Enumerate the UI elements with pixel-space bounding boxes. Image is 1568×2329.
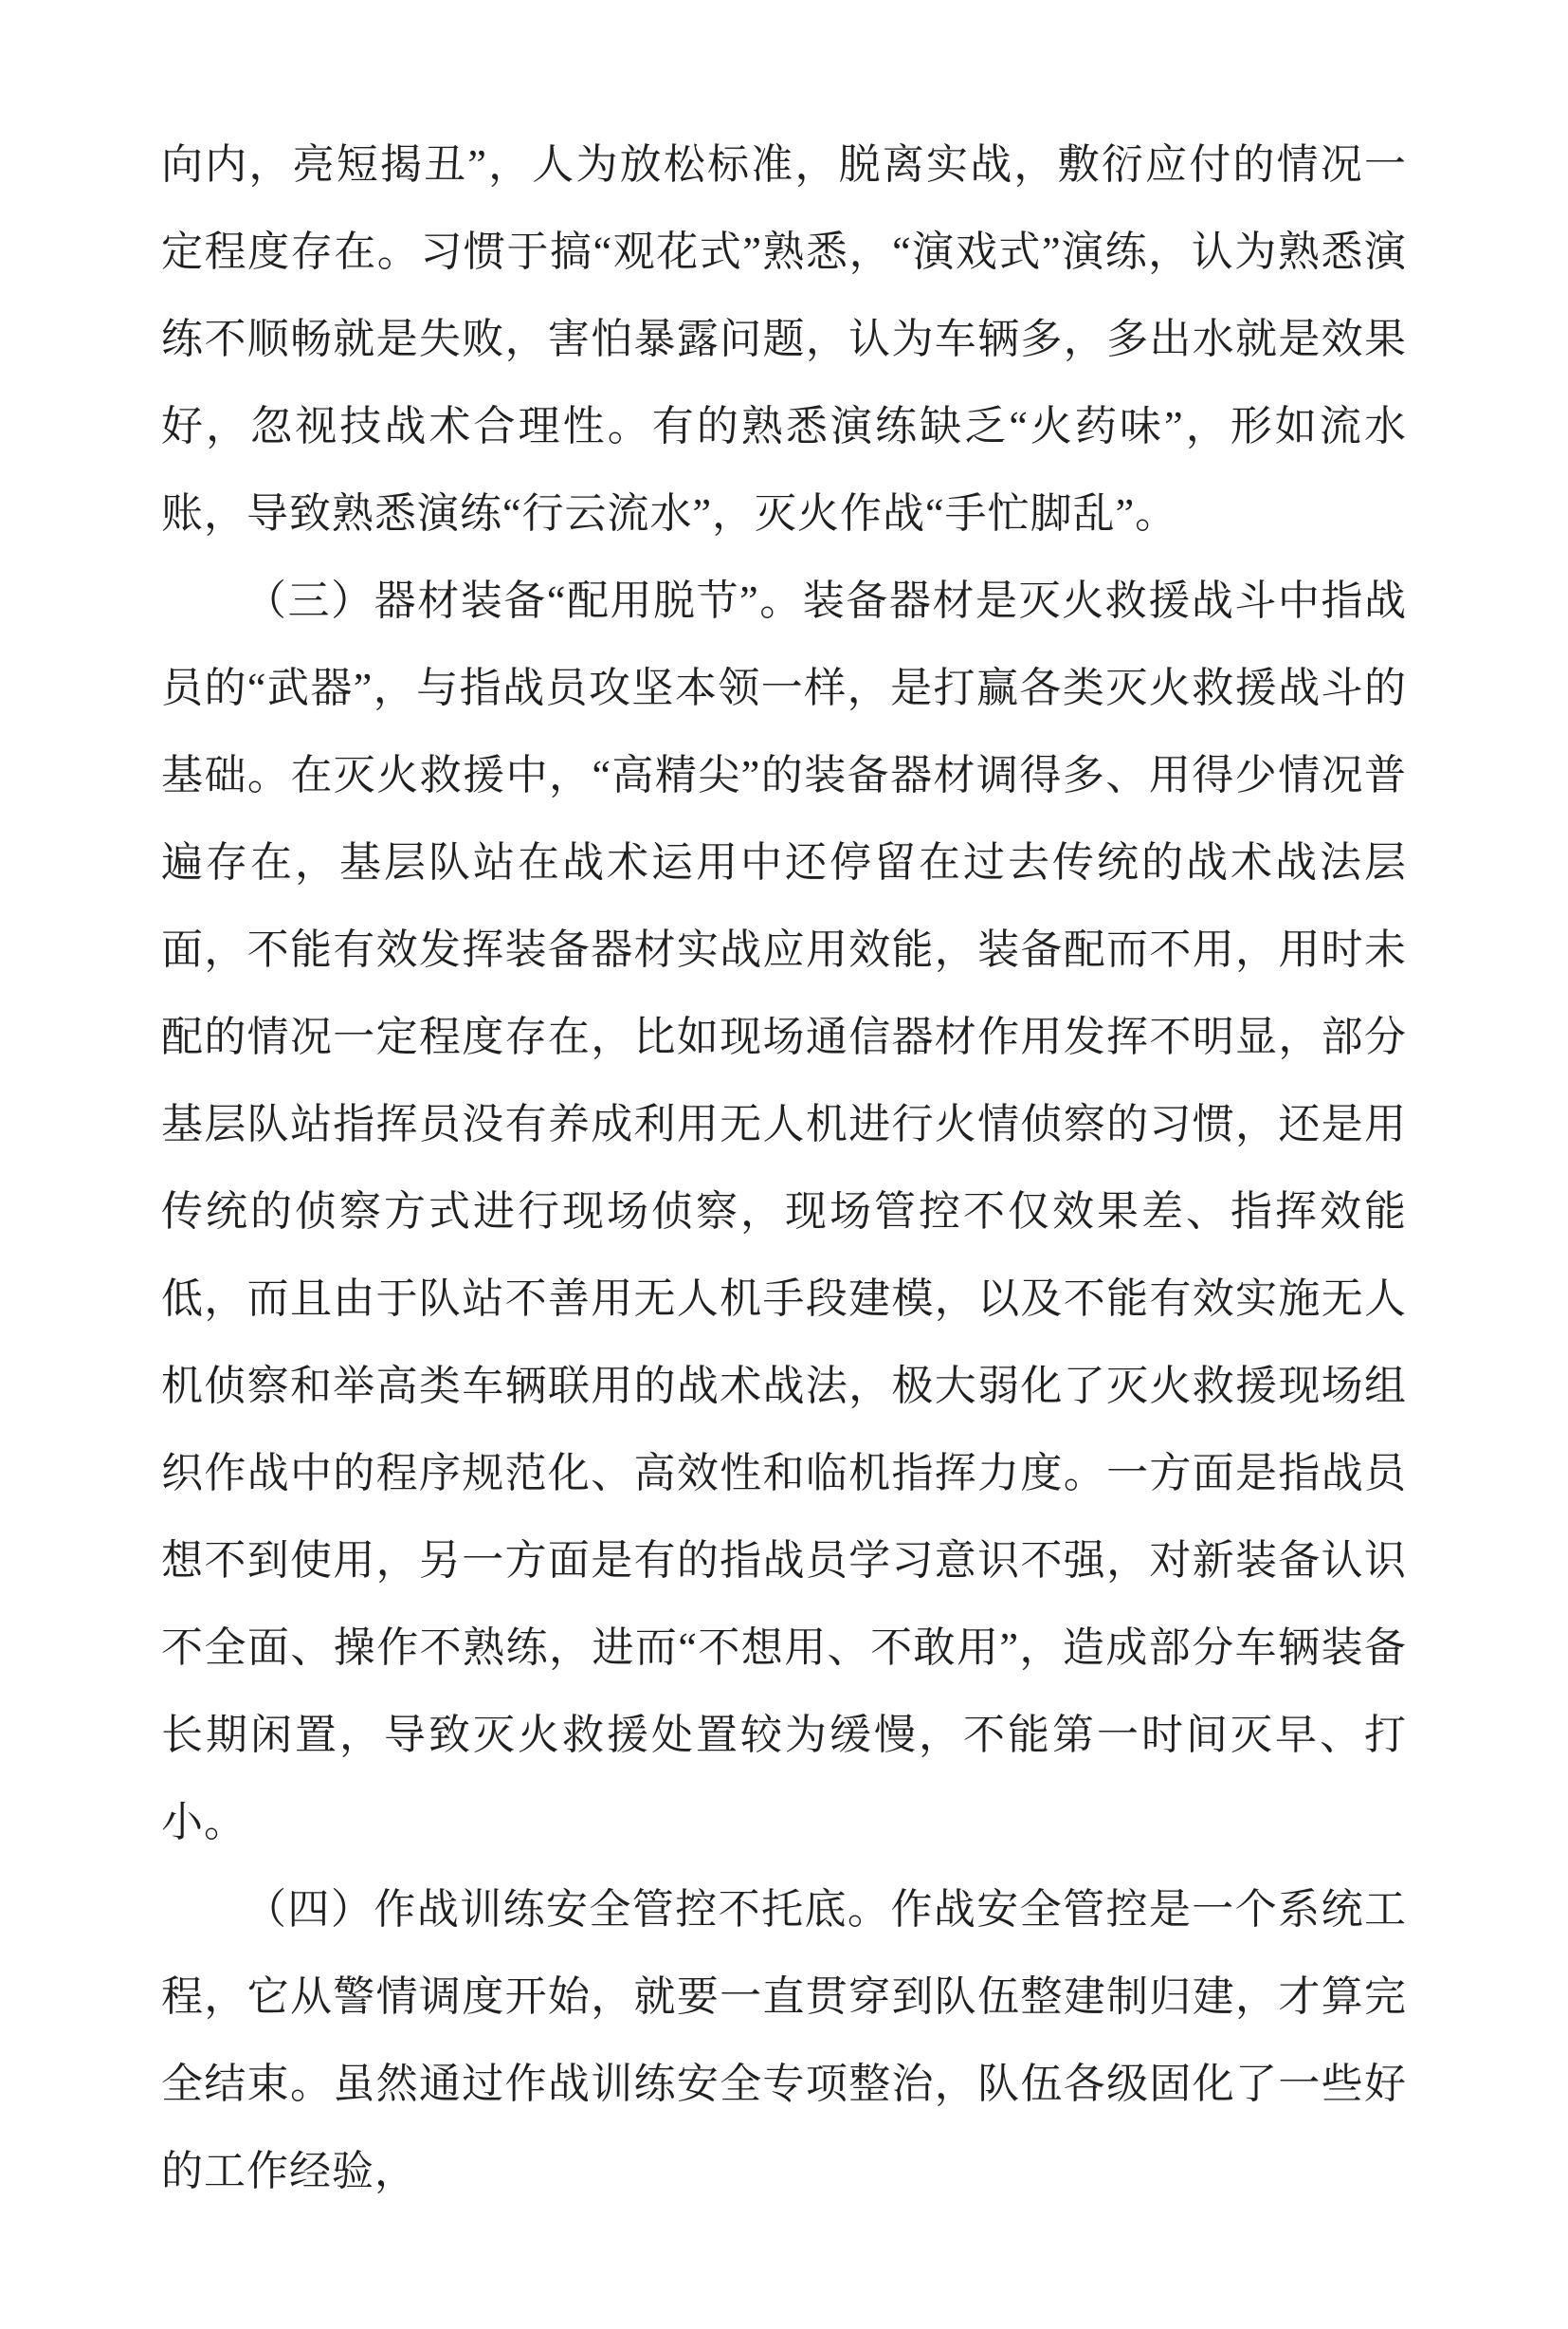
paragraph-section-4: （四）作战训练安全管控不托底。作战安全管控是一个系统工程，它从警情调度开始，就要一直贯穿到队伍整建制归建，才算完全结束。虽然通过作战训练安全专项整治，队伍各级固化了一些好的工作经验， (161, 1886, 1407, 2194)
paragraph-continuation: 向内，亮短揭丑”，人为放松标准，脱离实战，敷衍应付的情况一定程度存在。习惯于搞“观花式”熟悉，“演戏式”演练，认为熟悉演练不顺畅就是失败，害怕暴露问题，认为车辆多，多出水就是效果好，忽视技战术合理性。有的熟悉演练缺乏“火药味”，形如流水账，导致熟悉演练“行云流水”，灭火作战“手忙脚乱”。 (161, 141, 1407, 537)
paragraph-section-3: （三）器材装备“配用脱节”。装备器材是灭火救援战斗中指战员的“武器”，与指战员攻坚本领一样，是打赢各类灭火救援战斗的基础。在灭火救援中，“高精尖”的装备器材调得多、用得少情况普遍存在，基层队站在战术运用中还停留在过去传统的战术战法层面，不能有效发挥装备器材实战应用效能，装备配而不用，用时未配的情况一定程度存在，比如现场通信器材作用发挥不明显，部分基层队站指挥员没有养成利用无人机进行火情侦察的习惯，还是用传统的侦察方式进行现场侦察，现场管控不仅效果差、指挥效能低，而且由于队站不善用无人机手段建模，以及不能有效实施无人机侦察和举高类车辆联用的战术战法，极大弱化了灭火救援现场组织作战中的程序规范化、高效性和临机指挥力度。一方面是指战员想不到使用，另一方面是有的指战员学习意识不强，对新装备认识不全面、操作不熟练，进而“不想用、不敢用”，造成部分车辆装备长期闲置，导致灭火救援处置较为缓慢，不能第一时间灭早、打小。 (161, 578, 1407, 1845)
